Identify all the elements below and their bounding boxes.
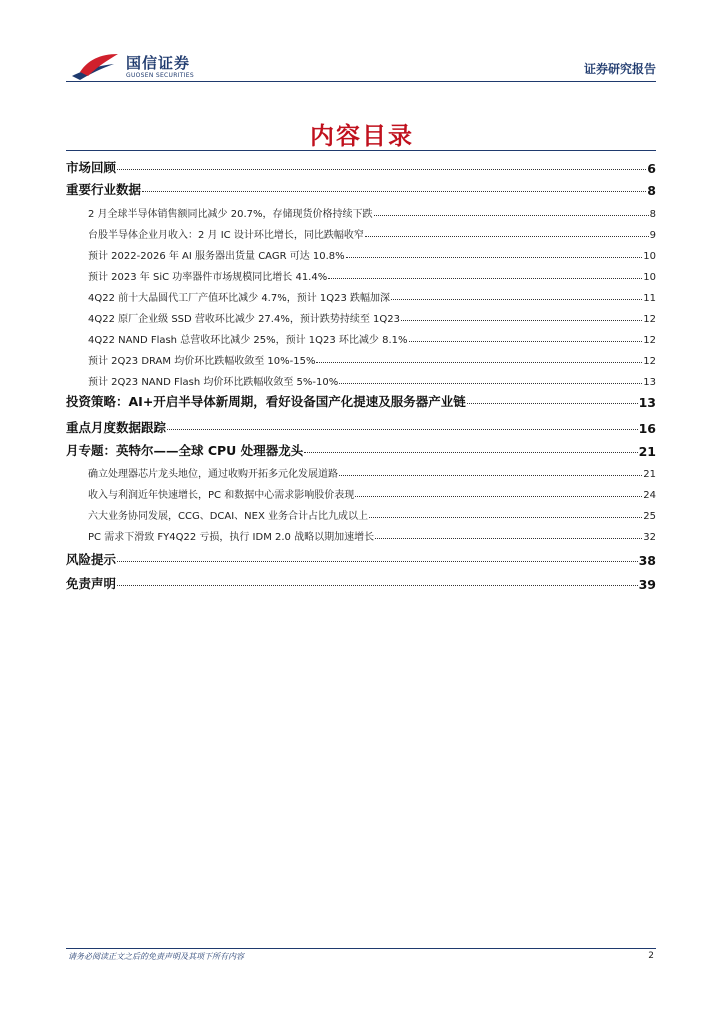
toc-subsection-entry[interactable]: [88, 504, 656, 522]
toc-entry-page: 12: [643, 335, 656, 346]
toc-section-entry[interactable]: [66, 570, 656, 592]
toc-entry-page: 8: [647, 183, 656, 198]
toc-entry-page: 32: [643, 532, 656, 543]
toc-entry-page: 38: [638, 553, 656, 568]
toc-dot-leader: [346, 257, 643, 258]
toc-entry-title: 预计 2Q23 DRAM 均价环比跌幅收敛至 10%-15%: [88, 356, 316, 367]
toc-entry-title: 预计 2022-2026 年 AI 服务器出货量 CAGR 可达 10.8%: [88, 251, 345, 262]
toc-section-entry[interactable]: [66, 437, 656, 459]
toc-entry-title: 六大业务协同发展，CCG、DCAI、NEX 业务合计占比九成以上: [88, 511, 369, 522]
report-type-label: 证券研究报告: [583, 62, 656, 76]
toc-entry-title: 预计 2Q23 NAND Flash 均价环比跌幅收敛至 5%-10%: [88, 377, 339, 388]
toc-dot-leader: [467, 403, 638, 404]
toc-dot-leader: [328, 278, 642, 279]
toc-subsection-entry[interactable]: [88, 223, 656, 241]
toc-subsection-entry[interactable]: [88, 349, 656, 367]
toc-entry-page: 24: [643, 490, 656, 501]
toc-entry-title: 4Q22 前十大晶圆代工厂产值环比减少 4.7%，预计 1Q23 跌幅加深: [88, 293, 391, 304]
toc-subsection-entry[interactable]: [88, 265, 656, 283]
toc-entry-page: 21: [643, 469, 656, 480]
toc-dot-leader: [401, 320, 642, 321]
toc-entry-title: 收入与利润近年快速增长，PC 和数据中心需求影响股价表现: [88, 490, 355, 501]
toc-subsection-entry[interactable]: [88, 370, 656, 388]
toc-section-entry[interactable]: [66, 546, 656, 568]
toc-dot-leader: [339, 383, 642, 384]
toc-entry-page: 6: [647, 161, 656, 176]
toc-dot-leader: [409, 341, 643, 342]
toc-section-entry[interactable]: [66, 414, 656, 436]
toc-subsection-entry[interactable]: [88, 525, 656, 543]
toc-entry-page: 39: [638, 577, 656, 592]
toc-dot-leader: [117, 561, 638, 562]
guosen-logo-icon: [70, 52, 122, 82]
page-number: 2: [648, 951, 654, 961]
toc-title: 内容目录: [310, 122, 414, 150]
toc-entry-page: 11: [643, 293, 656, 304]
toc-dot-leader: [365, 236, 649, 237]
toc-entry-page: 12: [643, 314, 656, 325]
logo-chinese-name: 国信证券: [126, 53, 191, 72]
toc-dot-leader: [375, 538, 642, 539]
toc-entry-title: 免责声明: [66, 576, 117, 591]
toc-dot-leader: [167, 429, 638, 430]
toc-entry-page: 21: [638, 444, 656, 459]
header-divider: [66, 81, 656, 82]
toc-section-entry[interactable]: [66, 388, 656, 410]
toc-entry-title: 重点月度数据跟踪: [66, 420, 167, 435]
footer-divider: [66, 948, 656, 949]
toc-subsection-entry[interactable]: [88, 244, 656, 262]
toc-entry-page: 10: [643, 272, 656, 283]
toc-entry-title: 重要行业数据: [66, 182, 142, 197]
toc-entry-title: 4Q22 NAND Flash 总营收环比减少 25%，预计 1Q23 环比减少 8.1%: [88, 335, 408, 346]
toc-subsection-entry[interactable]: [88, 328, 656, 346]
toc-dot-leader: [391, 299, 642, 300]
toc-subsection-entry[interactable]: [88, 483, 656, 501]
toc-entry-title: 投资策略：AI+开启半导体新周期，看好设备国产化提速及服务器产业链: [66, 394, 466, 409]
title-divider: [66, 150, 656, 151]
toc-entry-title: 2 月全球半导体销售额同比减少 20.7%，存储现货价格持续下跌: [88, 209, 373, 220]
toc-entry-title: 确立处理器芯片龙头地位，通过收购开拓多元化发展道路: [88, 469, 338, 480]
toc-entry-title: 4Q22 原厂企业级 SSD 营收环比减少 27.4%，预计跌势持续至 1Q23: [88, 314, 400, 325]
toc-subsection-entry[interactable]: [88, 202, 656, 220]
toc-entry-page: 9: [649, 230, 656, 241]
toc-dot-leader: [374, 215, 649, 216]
toc-entry-title: 风险提示: [66, 552, 117, 567]
toc-section-entry[interactable]: [66, 176, 656, 198]
toc-dot-leader: [339, 475, 642, 476]
toc-dot-leader: [369, 517, 642, 518]
toc-entry-page: 12: [643, 356, 656, 367]
toc-entry-page: 13: [643, 377, 656, 388]
toc-entry-page: 13: [638, 395, 656, 410]
logo-english-name: GUOSEN SECURITIES: [126, 71, 195, 79]
disclaimer-note: 请务必阅读正文之后的免责声明及其项下所有内容: [68, 952, 244, 961]
toc-entry-page: 10: [643, 251, 656, 262]
toc-entry-title: 台股半导体企业月收入：2 月 IC 设计环比增长，同比跌幅收窄: [88, 230, 364, 241]
toc-entry-page: 8: [649, 209, 656, 220]
toc-entry-page: 25: [643, 511, 656, 522]
toc-entry-page: 16: [638, 421, 656, 436]
toc-dot-leader: [117, 585, 638, 586]
toc-dot-leader: [142, 191, 646, 192]
toc-dot-leader: [316, 362, 642, 363]
toc-subsection-entry[interactable]: [88, 462, 656, 480]
toc-subsection-entry[interactable]: [88, 286, 656, 304]
toc-entry-title: 月专题：英特尔——全球 CPU 处理器龙头: [66, 443, 304, 458]
toc-dot-leader: [117, 169, 646, 170]
toc-section-entry[interactable]: [66, 154, 656, 176]
guosen-logo: [70, 52, 194, 82]
toc-dot-leader: [355, 496, 642, 497]
toc-entry-title: PC 需求下滑致 FY4Q22 亏损，执行 IDM 2.0 战略以期加速增长: [88, 532, 375, 543]
toc-entry-title: 市场回顾: [66, 160, 117, 175]
page-header: [70, 52, 656, 82]
toc-subsection-entry[interactable]: [88, 307, 656, 325]
toc-entry-title: 预计 2023 年 SiC 功率器件市场规模同比增长 41.4%: [88, 272, 328, 283]
toc-dot-leader: [304, 452, 637, 453]
